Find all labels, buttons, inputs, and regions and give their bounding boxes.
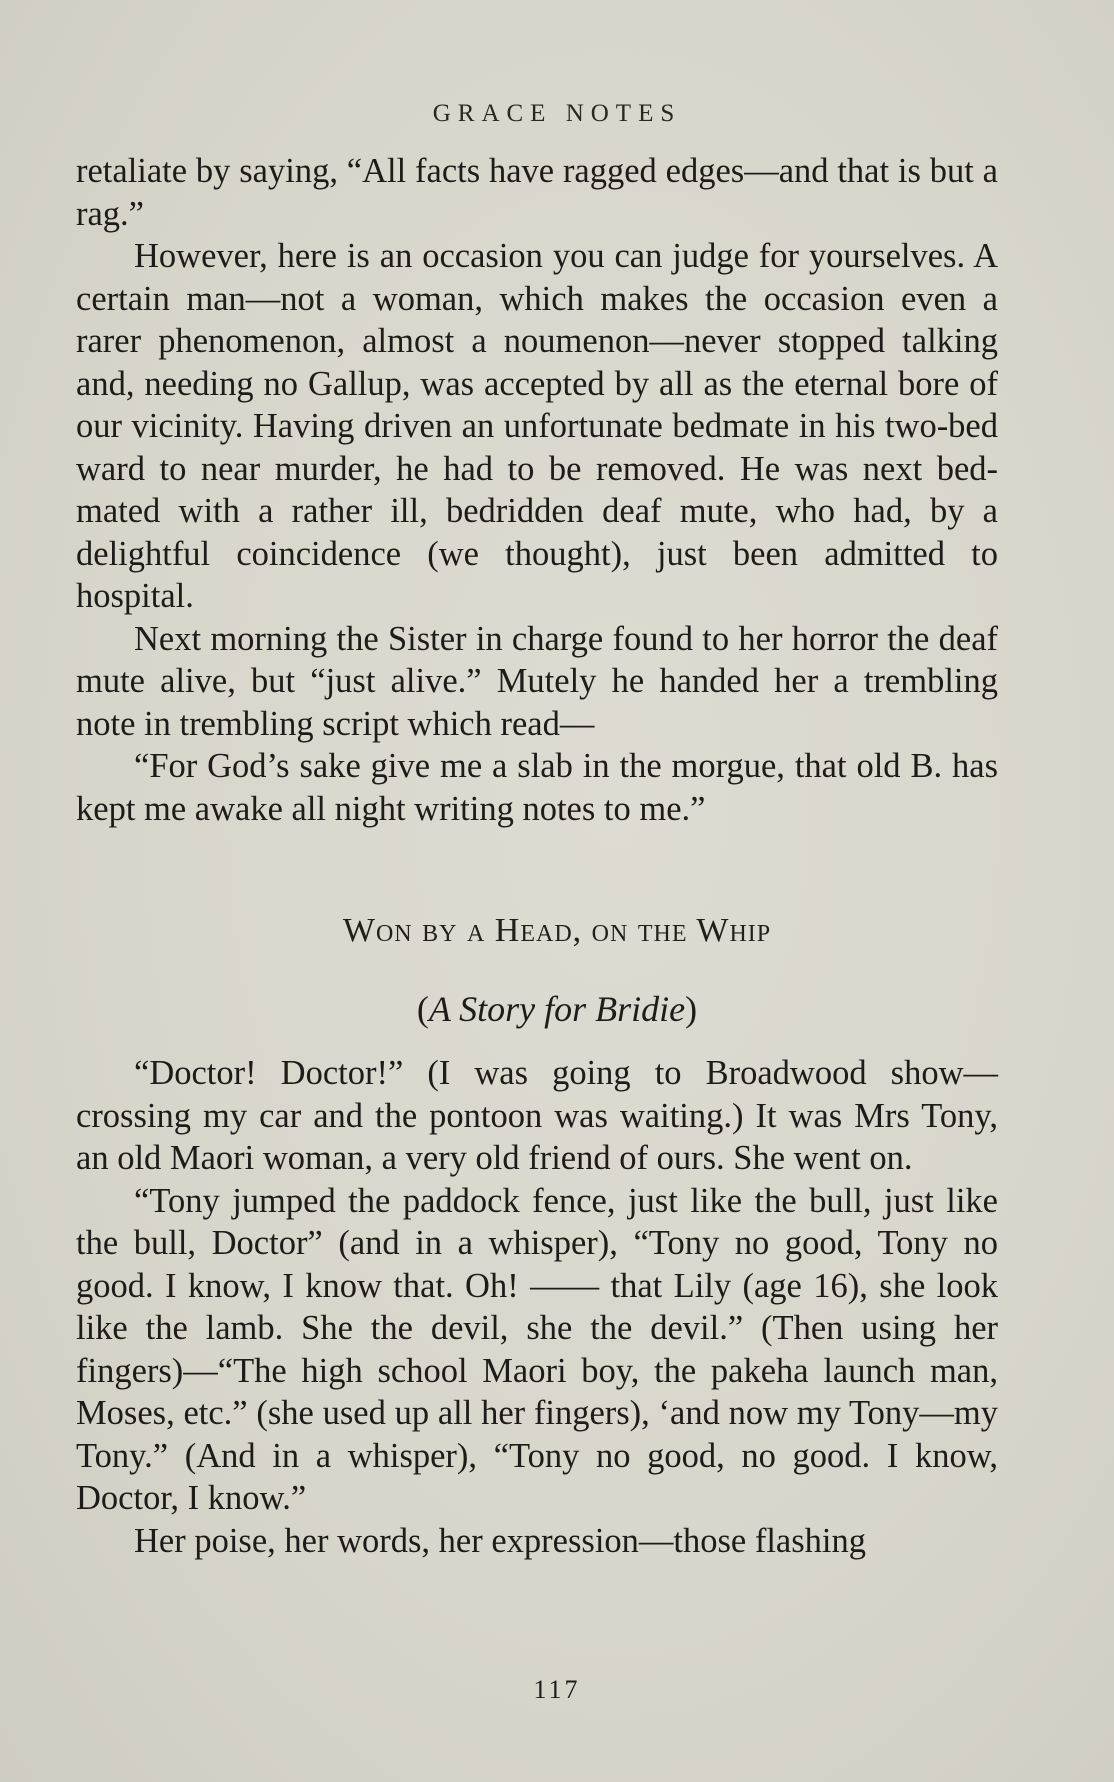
page-number: 117 — [533, 1675, 581, 1704]
story-text-block — [76, 1052, 998, 1562]
subtitle-open-paren: ( — [416, 989, 429, 1029]
running-head: GRACE NOTES — [432, 100, 682, 127]
paragraph: “Doctor! Doctor!” (I was going to Broadwood show—crossing my car and the pontoon was waiting.) It was Mrs Tony, an old Maori woman, a very old friend of ours. She went on. — [76, 1054, 998, 1177]
subtitle-text: A Story for Bridie — [428, 989, 686, 1029]
paragraph-continuation: retaliate by saying, “All facts have ragged edges—and that is but a rag.” — [76, 152, 998, 233]
paragraph: Her poise, her words, her expression—those flashing — [134, 1521, 866, 1560]
paragraph: Next morning the Sister in charge found to her horror the deaf mute alive, but “just alive.” Mutely he handed her a trembling note in trembling script which read— — [76, 619, 998, 743]
paragraph: “Tony jumped the paddock fence, just like the bull, just like the bull, Doctor” (and in a whisper), “Tony no good, Tony no good. I know, I know that. Oh! —— that Lily (age 16), she look like the lamb. She the devil, she the devil.” (Then using her fingers)—“The high school Maori boy, the pakeha launch man, Moses, etc.” (she used up all her fingers), ‘and now my Tony—my Tony.” (And in a whisper), “Tony no good, no good. I know, Doctor, I know.” — [76, 1181, 998, 1517]
story-subtitle — [0, 988, 1114, 1030]
story-title: Won by a Head, on the Whip — [342, 912, 772, 949]
top-text-block — [76, 150, 998, 830]
paragraph: However, here is an occasion you can judge for yourselves. A certain man—not a woman, which makes the occasion even a rarer phenomenon, almost a noumenon—never stopped talking and, needing no Gallup, was accepted by all as the eternal bore of our vicinity. Having driven an unfortunate bedmate in his two-bed ward to near murder, he had to be removed. He was next bed-mated with a rather ill, bedridden deaf mute, who had, by a delightful coincidence (we thought), just been admitted to hospital. — [76, 237, 998, 615]
subtitle-close-paren: ) — [685, 989, 698, 1029]
paragraph: “For God’s sake give me a slab in the morgue, that old B. has kept me awake all night writing notes to me.” — [76, 747, 998, 828]
